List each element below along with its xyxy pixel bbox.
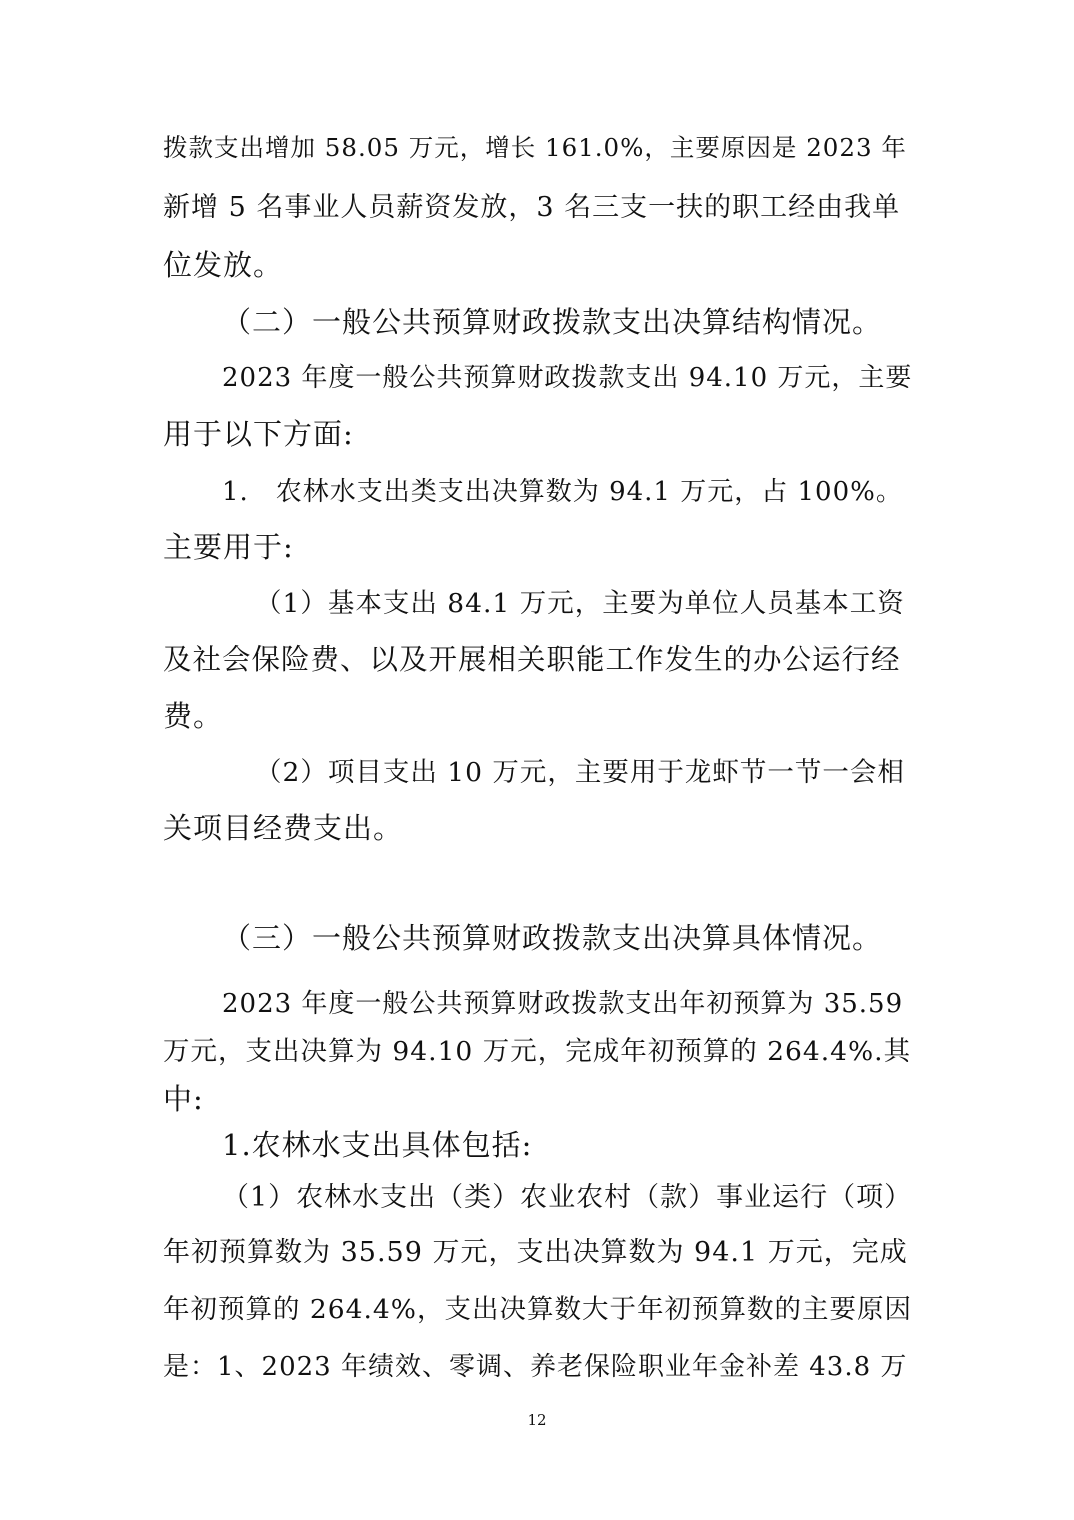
text-line: 拨款支出增加 58.05 万元，增长 161.0%，主要原因是 2023 年 <box>163 133 907 162</box>
list-item: （1）农林水支出（类）农业农村（款）事业运行（项） <box>222 1182 913 1213</box>
text-line: 费。 <box>163 699 224 733</box>
text-line: 年初预算的 264.4%，支出决算数大于年初预算数的主要原因 <box>163 1294 912 1325</box>
list-item: 1.农林水支出具体包括: <box>222 1128 533 1162</box>
section-heading: （三）一般公共预算财政拨款支出决算具体情况。 <box>222 921 883 955</box>
text-line: 万元，支出决算为 94.10 万元，完成年初预算的 264.4%.其 <box>163 1036 912 1067</box>
text-line: 是：1、2023 年绩效、零调、养老保险职业年金补差 43.8 万 <box>163 1352 908 1382</box>
text-line: 关项目经费支出。 <box>163 811 404 845</box>
text-line: 2023 年度一般公共预算财政拨款支出年初预算为 35.59 <box>222 989 904 1019</box>
list-item: （1）基本支出 84.1 万元，主要为单位人员基本工资 <box>255 588 905 619</box>
text-line: 中: <box>163 1082 204 1116</box>
list-item: 1. 农林水支出类支出决算数为 94.1 万元，占 100%。 <box>222 477 903 507</box>
text-line: 新增 5 名事业人员薪资发放，3 名三支一扶的职工经由我单 <box>163 192 901 223</box>
text-line: 年初预算数为 35.59 万元，支出决算数为 94.1 万元，完成 <box>163 1237 908 1268</box>
text-line: 位发放。 <box>163 248 284 282</box>
text-line: 2023 年度一般公共预算财政拨款支出 94.10 万元，主要 <box>222 363 913 393</box>
list-item: （2）项目支出 10 万元，主要用于龙虾节一节一会相 <box>255 757 905 788</box>
text-line: 主要用于: <box>163 530 294 564</box>
page-number: 12 <box>527 1411 547 1429</box>
text-line: 用于以下方面: <box>163 417 354 451</box>
text-line: 及社会保险费、以及开展相关职能工作发生的办公运行经 <box>163 643 901 676</box>
section-heading: （二）一般公共预算财政拨款支出决算结构情况。 <box>222 305 883 339</box>
